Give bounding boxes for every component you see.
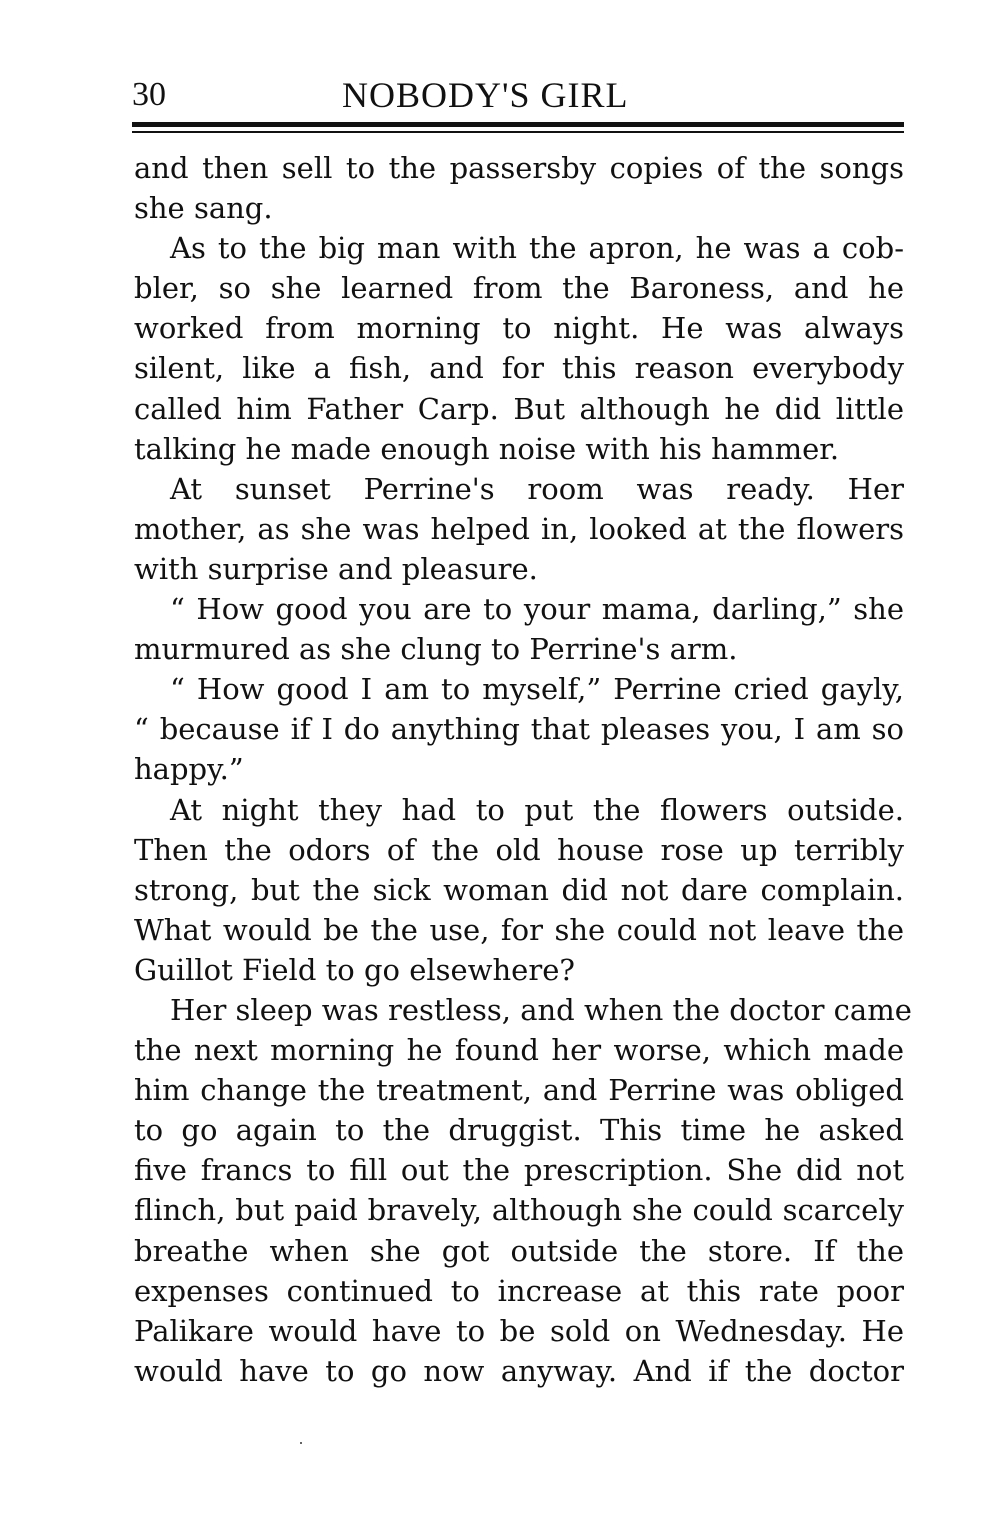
text-line: breathe when she got outside the store. If the — [134, 1233, 904, 1268]
text-line: At sunset Perrine's room was ready. Her — [170, 471, 904, 506]
text-line: called him Father Carp. But although he did little — [134, 391, 904, 426]
text-line: Palikare would have to be sold on Wednesday. He — [134, 1313, 904, 1348]
body-text — [134, 148, 912, 1391]
text-line: Then the odors of the old house rose up terribly — [134, 832, 904, 867]
running-head — [132, 72, 904, 118]
text-line: him change the treatment, and Perrine was obliged — [134, 1073, 904, 1108]
text-line: bler, so she learned from the Baroness, and he — [134, 271, 904, 306]
text-line: the next morning he found her worse, which made — [134, 1033, 904, 1068]
page-number: 30 — [132, 76, 166, 113]
text-line: she sang. — [134, 191, 273, 226]
text-line: mother, as she was helped in, looked at the flowers — [134, 511, 904, 546]
text-line: What would be the use, for she could not leave the — [134, 912, 904, 947]
text-line: “ because if I do anything that pleases you, I am so — [134, 712, 904, 747]
text-line: Her sleep was restless, and when the doctor came — [170, 992, 912, 1027]
text-line: strong, but the sick woman did not dare complain. — [134, 872, 904, 907]
text-line: flinch, but paid bravely, although she could scarcely — [134, 1193, 904, 1228]
text-line: As to the big man with the apron, he was a cob- — [170, 231, 904, 266]
text-line: talking he made enough noise with his hammer. — [134, 431, 840, 466]
text-line: expenses continued to increase at this rate poor — [134, 1273, 904, 1308]
text-line: Guillot Field to go elsewhere? — [134, 952, 575, 987]
running-title: NOBODY'S GIRL — [342, 75, 629, 115]
text-line: murmured as she clung to Perrine's arm. — [134, 632, 738, 667]
text-line: five francs to fill out the prescription. She did not — [134, 1153, 904, 1188]
header-rule-thick — [132, 122, 904, 127]
text-line: with surprise and pleasure. — [134, 551, 538, 586]
text-line: and then sell to the passersby copies of the songs — [134, 151, 904, 185]
text-line: “ How good you are to your mama, darling,” she — [170, 592, 904, 627]
text-line: happy.” — [134, 752, 244, 787]
ink-speck — [300, 1442, 302, 1444]
header-rule-thin — [132, 131, 904, 133]
text-line: would have to go now anyway. And if the doctor — [134, 1353, 904, 1388]
text-line: worked from morning to night. He was always — [134, 311, 904, 346]
text-line: “ How good I am to myself,” Perrine cried gayly, — [170, 672, 904, 707]
text-line: to go again to the druggist. This time he asked — [134, 1113, 904, 1148]
text-line: At night they had to put the flowers outside. — [170, 792, 904, 827]
text-line: silent, like a fish, and for this reason everybody — [134, 351, 904, 386]
